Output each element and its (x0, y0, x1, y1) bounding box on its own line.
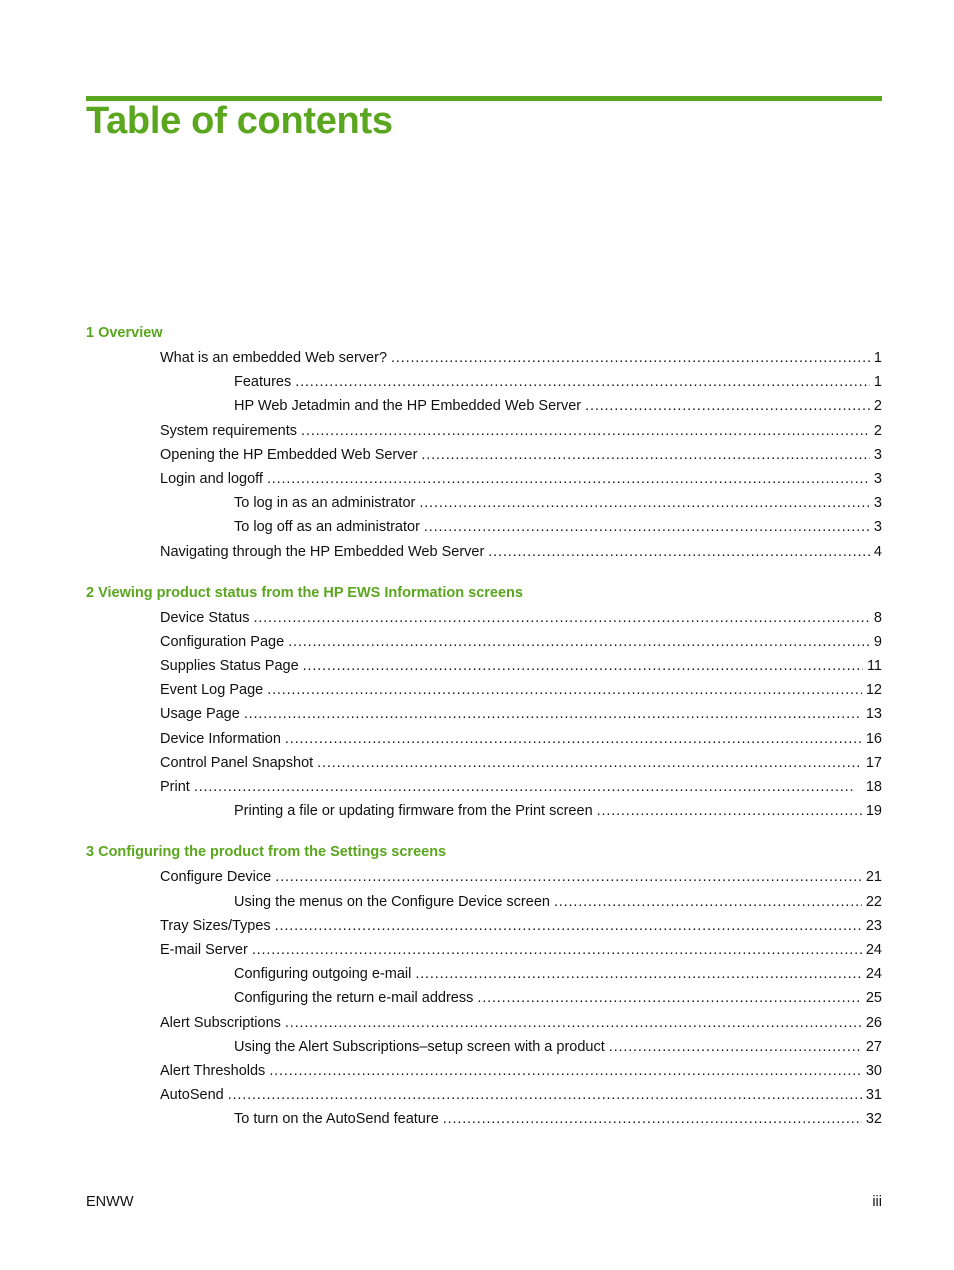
dot-leader (317, 751, 862, 775)
toc-entry-link[interactable] (86, 865, 882, 889)
toc-entry-label: Print (160, 779, 190, 795)
toc-entry-page: 27 (865, 1038, 882, 1055)
dot-leader (585, 394, 870, 418)
toc-entry-link[interactable] (86, 394, 882, 418)
toc-entry-label: Features (234, 374, 292, 391)
toc-entry-label: Using the menus on the Configure Device screen (234, 893, 550, 910)
toc-entry-link[interactable] (86, 1083, 882, 1107)
toc-entry-label: Using the Alert Subscriptions–setup screen with a product (234, 1038, 605, 1055)
toc-entry-page: 31 (865, 1087, 882, 1104)
toc-entry-label: Tray Sizes/Types (160, 917, 271, 934)
toc-entry-page: 8 (873, 609, 882, 626)
toc-entry-page: 18 (865, 779, 882, 795)
toc-entry-page: 12 (865, 682, 882, 699)
toc-entry-link[interactable] (86, 890, 882, 914)
toc-entry-label: Opening the HP Embedded Web Server (160, 446, 418, 463)
toc-entry-label: System requirements (160, 422, 297, 439)
toc-entry-link[interactable] (86, 962, 882, 986)
dot-leader (194, 775, 862, 799)
toc-entry-label: Printing a file or updating firmware from the Print screen (234, 803, 593, 820)
toc-entry-label: Device Information (160, 730, 281, 747)
dot-leader (253, 606, 869, 630)
toc-entry-page: 3 (873, 519, 882, 536)
toc-entry-link[interactable] (86, 727, 882, 751)
toc-entry-link[interactable] (86, 799, 882, 823)
dot-leader (303, 654, 863, 678)
toc-entry-label: E-mail Server (160, 941, 248, 958)
toc-entry-link[interactable] (86, 467, 882, 491)
dot-leader (275, 914, 862, 938)
footer-label: ENWW (86, 1194, 134, 1210)
dot-leader (288, 630, 870, 654)
toc-entry-link[interactable] (86, 443, 882, 467)
chapter-heading-link[interactable]: 1 Overview (86, 325, 163, 341)
toc-entry-page: 4 (873, 543, 882, 560)
toc-entry-link[interactable] (86, 630, 882, 654)
dot-leader (244, 702, 862, 726)
toc-entry-link[interactable] (86, 775, 882, 799)
toc-entry-link[interactable] (86, 938, 882, 962)
dot-leader (285, 727, 862, 751)
toc-entry-link[interactable] (86, 346, 882, 370)
toc-entry-label: To turn on the AutoSend feature (234, 1111, 439, 1128)
toc-entry-label: Navigating through the HP Embedded Web Server (160, 543, 485, 560)
toc-entry-page: 30 (865, 1062, 882, 1079)
toc-entry-label: Configuration Page (160, 633, 285, 650)
chapter-heading-link[interactable]: 3 Configuring the product from the Settings screens (86, 844, 447, 861)
toc-entry-link[interactable] (86, 540, 882, 564)
toc-entry-link[interactable] (86, 751, 882, 775)
toc-chapter (86, 582, 882, 824)
dot-leader (301, 419, 870, 443)
dot-leader (285, 1011, 862, 1035)
dot-leader (252, 938, 862, 962)
dot-leader (267, 678, 862, 702)
dot-leader (228, 1083, 862, 1107)
dot-leader (419, 491, 870, 515)
toc-entry-link[interactable] (86, 1059, 882, 1083)
toc-entry-label: Configuring outgoing e-mail (234, 966, 412, 983)
toc-entry-page: 2 (873, 422, 882, 439)
dot-leader (295, 370, 870, 394)
dot-leader (477, 986, 861, 1010)
toc-entry-link[interactable] (86, 515, 882, 539)
toc-entry-label: Alert Thresholds (160, 1062, 266, 1079)
toc-entry-page: 3 (873, 470, 882, 487)
page-title: Table of contents (86, 100, 393, 142)
toc-entry-page: 24 (865, 966, 882, 983)
toc-entry-page: 1 (873, 350, 882, 366)
toc-entry-label: Control Panel Snapshot (160, 754, 314, 771)
toc-entry-link[interactable] (86, 419, 882, 443)
dot-leader (421, 443, 870, 467)
toc-entry-page: 22 (865, 893, 882, 910)
toc-entry-link[interactable] (86, 678, 882, 702)
toc-entry-label: Supplies Status Page (160, 658, 299, 675)
dot-leader (391, 346, 870, 370)
table-of-contents (86, 322, 882, 1149)
dot-leader (424, 515, 870, 539)
toc-entry-label: Login and logoff (160, 470, 263, 487)
toc-entry-link[interactable] (86, 606, 882, 630)
toc-chapter (86, 322, 882, 564)
dot-leader (415, 962, 862, 986)
toc-entry-page: 16 (865, 730, 882, 747)
toc-entry-page: 19 (865, 803, 882, 820)
toc-entry-label: AutoSend (160, 1087, 224, 1104)
toc-entry-link[interactable] (86, 986, 882, 1010)
toc-entry-link[interactable] (86, 702, 882, 726)
toc-entry-label: To log in as an administrator (234, 495, 416, 512)
toc-entry-page: 32 (865, 1111, 882, 1128)
toc-entry-label: Device Status (160, 609, 250, 626)
toc-entry-page: 17 (865, 754, 882, 771)
toc-entry-label: To log off as an administrator (234, 519, 420, 536)
toc-entry-link[interactable] (86, 1035, 882, 1059)
toc-entry-page: 25 (865, 990, 882, 1007)
toc-entry-page: 3 (873, 446, 882, 463)
dot-leader (269, 1059, 862, 1083)
toc-entry-page: 26 (865, 1014, 882, 1031)
toc-entry-page: 11 (866, 658, 882, 675)
toc-entry-page: 21 (865, 869, 882, 886)
toc-entry-page: 9 (873, 633, 882, 650)
toc-entry-label: Configuring the return e-mail address (234, 990, 474, 1007)
toc-entry-label: Alert Subscriptions (160, 1014, 281, 1031)
toc-entry-page: 1 (873, 374, 882, 391)
toc-entry-page: 23 (865, 917, 882, 934)
dot-leader (554, 890, 862, 914)
toc-entry-label: Configure Device (160, 869, 272, 886)
page-number: iii (872, 1194, 882, 1210)
dot-leader (609, 1035, 862, 1059)
toc-entry-label: Usage Page (160, 706, 240, 723)
toc-entry-link[interactable] (86, 1107, 882, 1131)
toc-entry-page: 3 (873, 495, 882, 512)
toc-entry-page: 2 (873, 398, 882, 415)
toc-entry-link[interactable] (86, 914, 882, 938)
chapter-heading-link[interactable]: 2 Viewing product status from the HP EWS Information screens (86, 584, 523, 601)
toc-entry-link[interactable] (86, 654, 882, 678)
dot-leader (597, 799, 862, 823)
toc-entry-page: 24 (865, 941, 882, 958)
toc-entry-link[interactable] (86, 491, 882, 515)
dot-leader (443, 1107, 862, 1131)
dot-leader (267, 467, 870, 491)
toc-entry-label: What is an embedded Web server? (160, 350, 388, 366)
toc-entry-link[interactable] (86, 370, 882, 394)
dot-leader (275, 865, 862, 889)
toc-entry-link[interactable] (86, 1011, 882, 1035)
toc-entry-page: 13 (865, 706, 882, 723)
dot-leader (488, 540, 870, 564)
toc-entry-label: Event Log Page (160, 682, 264, 699)
toc-entry-label: HP Web Jetadmin and the HP Embedded Web Server (234, 398, 582, 415)
toc-chapter (86, 841, 882, 1131)
